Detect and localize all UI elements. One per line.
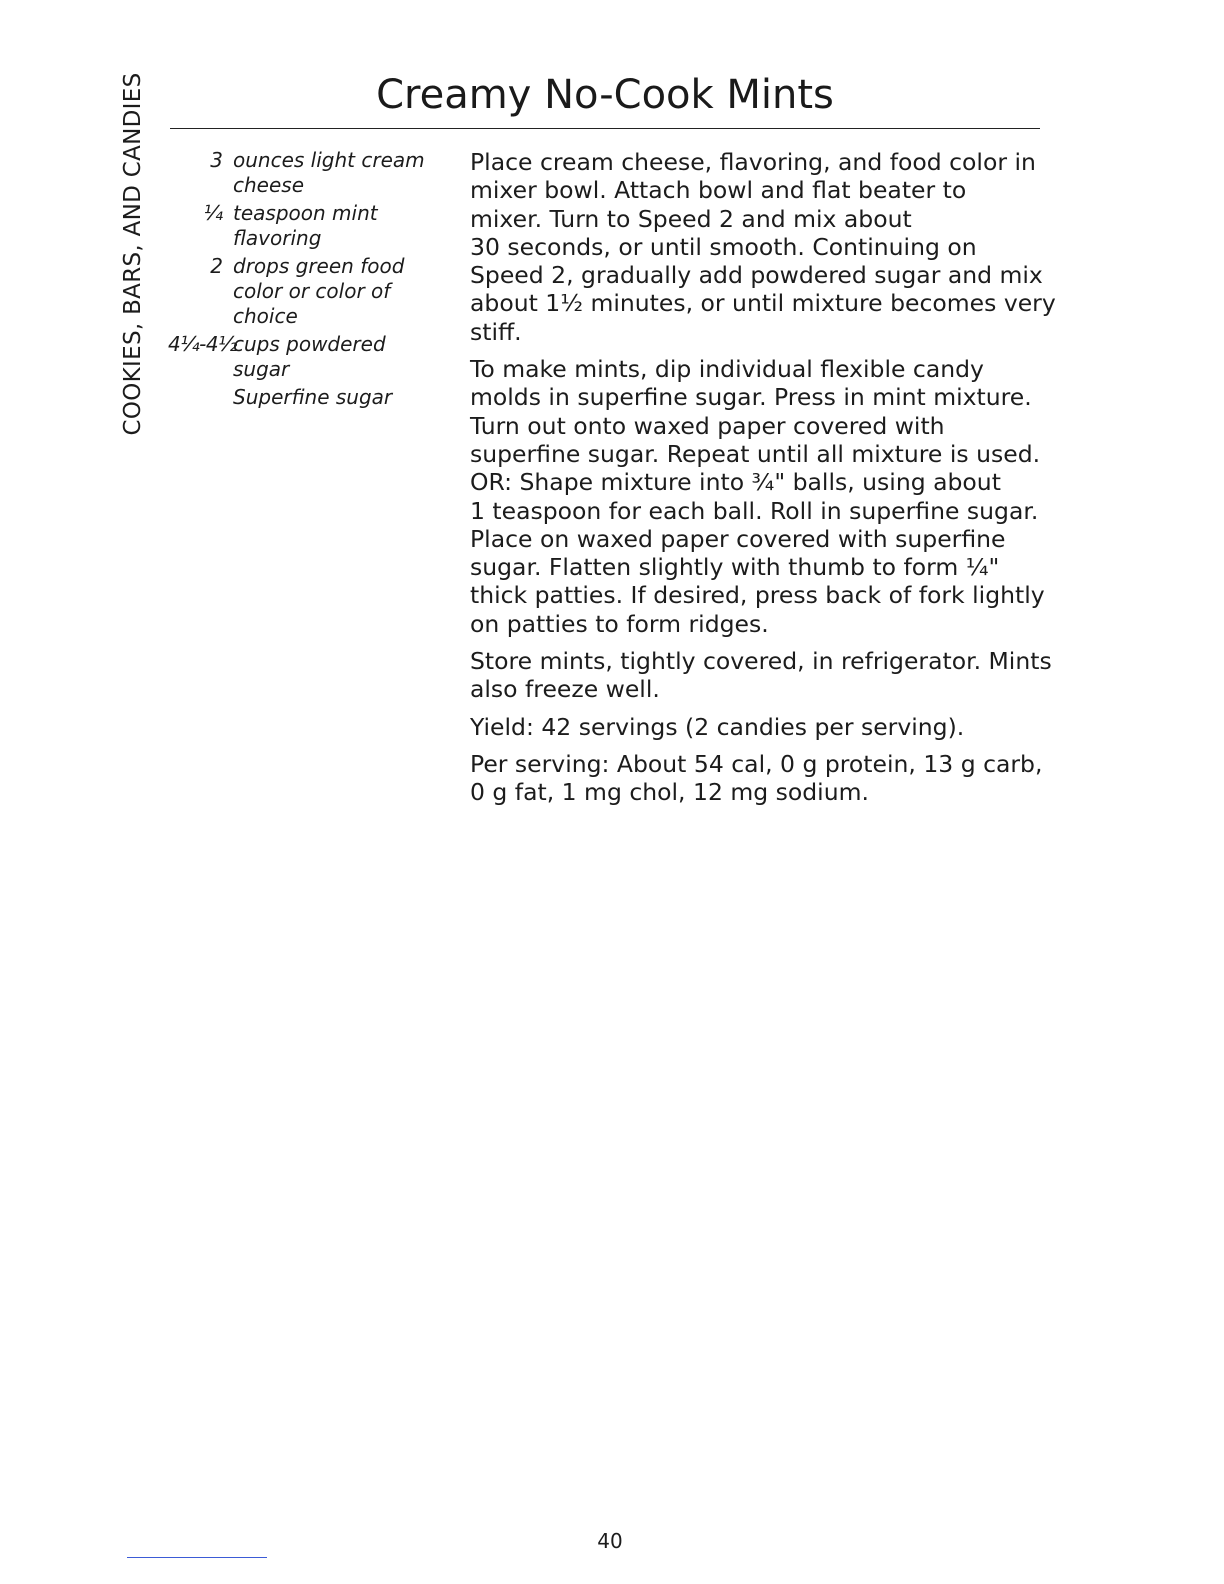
direction-line: Place cream cheese, flavoring, and food color in xyxy=(470,148,1036,176)
direction-line: Store mints, tightly covered, in refrigerator. Mints xyxy=(470,647,1052,676)
footer-divider xyxy=(127,1557,267,1558)
ingredient-quantity: 3 xyxy=(210,148,223,172)
page-number: 40 xyxy=(597,1529,623,1553)
direction-line: Yield: 42 servings (2 candies per serving). xyxy=(470,712,965,741)
direction-line: Turn out onto waxed paper covered with xyxy=(470,411,945,440)
direction-line: 1 teaspoon for each ball. Roll in superfine sugar. xyxy=(470,496,1039,525)
ingredient-item xyxy=(168,201,448,251)
direction-line: sugar. Flatten slightly with thumb to form ¼" xyxy=(470,553,1000,582)
ingredient-text: Superfine sugar xyxy=(233,385,393,409)
recipe-title: Creamy No-Cook Mints xyxy=(376,72,834,118)
direction-line: thick patties. If desired, press back of fork lightly xyxy=(470,581,1045,610)
nutrition-paragraph xyxy=(470,750,1050,807)
direction-line: OR: Shape mixture into ¾" balls, using about xyxy=(470,468,1001,497)
title-divider xyxy=(170,128,1040,129)
ingredient-quantity: 4¼-4½ xyxy=(168,332,237,356)
direction-line: also freeze well. xyxy=(470,675,660,704)
direction-line: superfine sugar. Repeat until all mixture is used. xyxy=(470,439,1041,468)
ingredient-text: ounces light cream cheese xyxy=(233,148,425,197)
direction-line: stiff. xyxy=(470,317,522,346)
direction-line: mixer. Turn to Speed 2 and mix about xyxy=(470,204,912,233)
direction-line: molds in superfine sugar. Press in mint mixture. xyxy=(470,383,1032,412)
ingredient-text: teaspoon mint flavoring xyxy=(233,201,378,250)
direction-paragraph xyxy=(470,355,1050,638)
direction-line: Per serving: About 54 cal, 0 g protein, 13 g carb, xyxy=(470,749,1043,778)
ingredient-list xyxy=(168,148,448,413)
ingredient-text: cups powdered sugar xyxy=(233,332,386,381)
direction-line: 0 g fat, 1 mg chol, 12 mg sodium. xyxy=(470,778,869,807)
direction-paragraph xyxy=(470,647,1050,704)
direction-line: mixer bowl. Attach bowl and flat beater to xyxy=(470,176,967,205)
ingredient-text: drops green food color or color of choice xyxy=(233,254,405,328)
direction-line: about 1½ minutes, or until mixture becomes very xyxy=(470,289,1056,318)
direction-line: Speed 2, gradually add powdered sugar and mix xyxy=(470,261,1043,290)
ingredient-item xyxy=(168,385,448,410)
directions xyxy=(470,148,1056,816)
ingredient-item xyxy=(168,254,448,329)
yield-paragraph xyxy=(470,713,1050,741)
ingredient-quantity: ¼ xyxy=(203,201,223,225)
ingredient-item xyxy=(168,148,448,198)
direction-paragraph xyxy=(470,148,1056,346)
direction-line: 30 seconds, or until smooth. Continuing on xyxy=(470,232,977,261)
direction-line: Place on waxed paper covered with superfine xyxy=(470,524,1006,553)
ingredient-quantity: 2 xyxy=(210,254,223,278)
section-side-tab: COOKIES, BARS, AND CANDIES xyxy=(120,72,146,436)
direction-line: on patties to form ridges. xyxy=(470,609,769,638)
direction-line: To make mints, dip individual flexible candy xyxy=(470,355,984,384)
ingredient-item xyxy=(168,332,448,382)
